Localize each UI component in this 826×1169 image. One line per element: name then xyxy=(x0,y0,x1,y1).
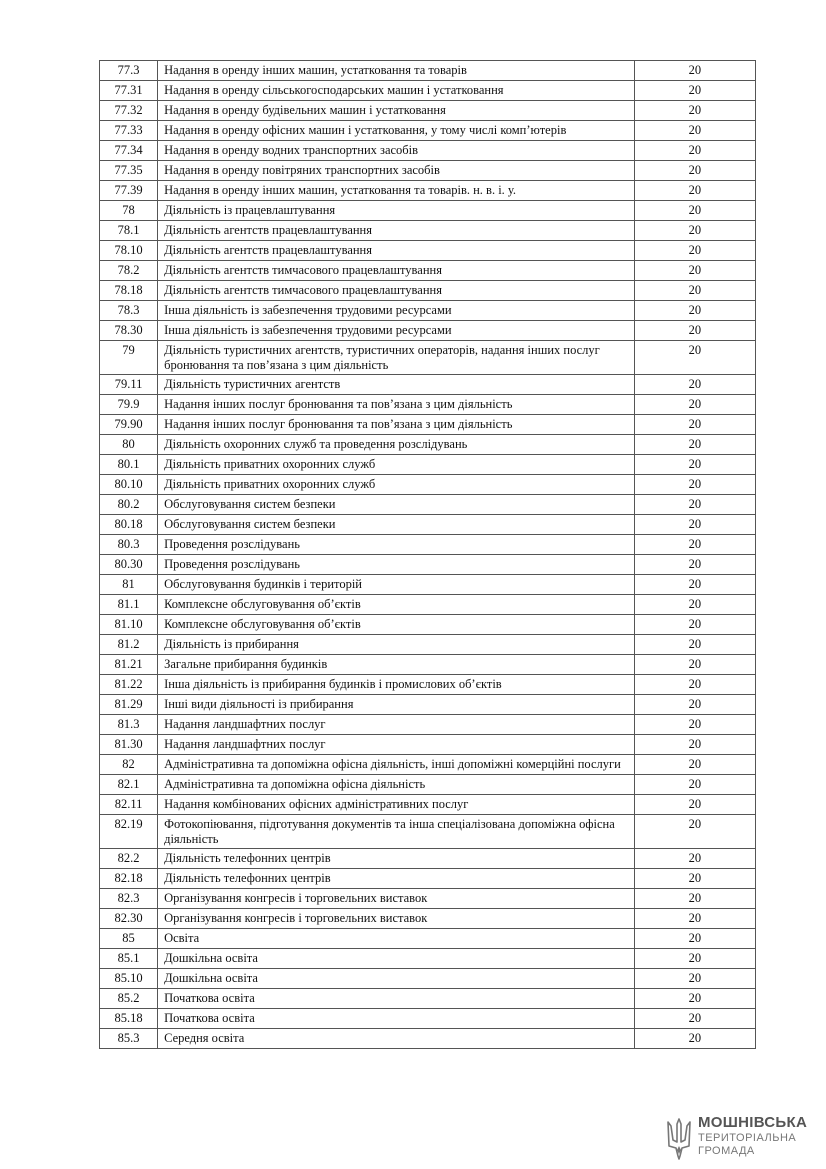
code-cell: 82.1 xyxy=(100,775,158,795)
rate-cell: 20 xyxy=(634,455,755,475)
code-cell: 82.11 xyxy=(100,795,158,815)
rate-cell: 20 xyxy=(634,889,755,909)
code-cell: 81.1 xyxy=(100,595,158,615)
rate-cell: 20 xyxy=(634,201,755,221)
rate-cell: 20 xyxy=(634,375,755,395)
logo-title: МОШНІВСЬКА xyxy=(698,1114,808,1131)
rate-cell: 20 xyxy=(634,161,755,181)
table-row xyxy=(100,909,756,929)
table-row xyxy=(100,101,756,121)
name-cell: Інша діяльність із прибирання будинків і промислових об’єктів xyxy=(158,675,635,695)
rate-cell: 20 xyxy=(634,301,755,321)
rate-cell: 20 xyxy=(634,81,755,101)
table-row xyxy=(100,775,756,795)
code-cell: 79 xyxy=(100,341,158,375)
name-cell: Діяльність приватних охоронних служб xyxy=(158,455,635,475)
code-cell: 78.1 xyxy=(100,221,158,241)
name-cell: Надання ландшафтних послуг xyxy=(158,735,635,755)
rate-cell: 20 xyxy=(634,101,755,121)
rate-cell: 20 xyxy=(634,181,755,201)
code-cell: 77.39 xyxy=(100,181,158,201)
logo-subtitle-line1: ТЕРИТОРІАЛЬНА xyxy=(698,1132,797,1144)
code-cell: 80.1 xyxy=(100,455,158,475)
code-cell: 77.35 xyxy=(100,161,158,181)
name-cell: Адміністративна та допоміжна офісна діяльність xyxy=(158,775,635,795)
rate-cell: 20 xyxy=(634,575,755,595)
rate-cell: 20 xyxy=(634,675,755,695)
name-cell: Адміністративна та допоміжна офісна діяльність, інші допоміжні комерційні послуги xyxy=(158,755,635,775)
table-row xyxy=(100,1029,756,1049)
code-cell: 80 xyxy=(100,435,158,455)
table-row xyxy=(100,635,756,655)
table-row xyxy=(100,241,756,261)
code-cell: 85.3 xyxy=(100,1029,158,1049)
name-cell: Діяльність із прибирання xyxy=(158,635,635,655)
code-cell: 82.2 xyxy=(100,849,158,869)
code-cell: 81.29 xyxy=(100,695,158,715)
rate-cell: 20 xyxy=(634,849,755,869)
rate-cell: 20 xyxy=(634,715,755,735)
table-row xyxy=(100,695,756,715)
table-row xyxy=(100,555,756,575)
name-cell: Надання в оренду інших машин, устатковання та товарів xyxy=(158,61,635,81)
name-cell: Надання ландшафтних послуг xyxy=(158,715,635,735)
rate-cell: 20 xyxy=(634,775,755,795)
name-cell: Дошкільна освіта xyxy=(158,969,635,989)
table-row xyxy=(100,121,756,141)
rate-cell: 20 xyxy=(634,1029,755,1049)
name-cell: Надання в оренду будівельних машин і устатковання xyxy=(158,101,635,121)
code-cell: 82.19 xyxy=(100,815,158,849)
name-cell: Обслуговування систем безпеки xyxy=(158,495,635,515)
table-row xyxy=(100,535,756,555)
rate-cell: 20 xyxy=(634,795,755,815)
rate-cell: 20 xyxy=(634,655,755,675)
name-cell: Діяльність приватних охоронних служб xyxy=(158,475,635,495)
table-row xyxy=(100,929,756,949)
code-cell: 80.3 xyxy=(100,535,158,555)
table-row xyxy=(100,815,756,849)
code-cell: 77.33 xyxy=(100,121,158,141)
table-row xyxy=(100,301,756,321)
code-cell: 81.22 xyxy=(100,675,158,695)
code-cell: 81 xyxy=(100,575,158,595)
name-cell: Організування конгресів і торговельних виставок xyxy=(158,909,635,929)
name-cell: Середня освіта xyxy=(158,1029,635,1049)
code-cell: 79.90 xyxy=(100,415,158,435)
code-cell: 80.10 xyxy=(100,475,158,495)
table-row xyxy=(100,989,756,1009)
name-cell: Діяльність телефонних центрів xyxy=(158,849,635,869)
table-row xyxy=(100,161,756,181)
rate-cell: 20 xyxy=(634,515,755,535)
rate-cell: 20 xyxy=(634,815,755,849)
table-row xyxy=(100,281,756,301)
code-cell: 80.2 xyxy=(100,495,158,515)
rate-cell: 20 xyxy=(634,735,755,755)
table-row xyxy=(100,395,756,415)
code-cell: 79.11 xyxy=(100,375,158,395)
name-cell: Освіта xyxy=(158,929,635,949)
table-row xyxy=(100,81,756,101)
trident-icon xyxy=(665,1116,693,1160)
code-cell: 80.18 xyxy=(100,515,158,535)
rate-cell: 20 xyxy=(634,869,755,889)
name-cell: Надання інших послуг бронювання та пов’язана з цим діяльність xyxy=(158,415,635,435)
name-cell: Надання комбінованих офісних адміністративних послуг xyxy=(158,795,635,815)
rate-cell: 20 xyxy=(634,615,755,635)
code-cell: 77.3 xyxy=(100,61,158,81)
table-row xyxy=(100,375,756,395)
rate-cell: 20 xyxy=(634,261,755,281)
code-cell: 78 xyxy=(100,201,158,221)
code-cell: 79.9 xyxy=(100,395,158,415)
table-row xyxy=(100,261,756,281)
code-cell: 82.3 xyxy=(100,889,158,909)
code-cell: 78.3 xyxy=(100,301,158,321)
code-cell: 82 xyxy=(100,755,158,775)
table-row xyxy=(100,715,756,735)
rate-cell: 20 xyxy=(634,695,755,715)
rate-cell: 20 xyxy=(634,495,755,515)
name-cell: Діяльність телефонних центрів xyxy=(158,869,635,889)
code-cell: 77.34 xyxy=(100,141,158,161)
name-cell: Діяльність із працевлаштування xyxy=(158,201,635,221)
name-cell: Проведення розслідувань xyxy=(158,555,635,575)
code-cell: 85.1 xyxy=(100,949,158,969)
name-cell: Початкова освіта xyxy=(158,989,635,1009)
rate-cell: 20 xyxy=(634,949,755,969)
table-row xyxy=(100,735,756,755)
table-row xyxy=(100,475,756,495)
table-row xyxy=(100,949,756,969)
rate-cell: 20 xyxy=(634,321,755,341)
name-cell: Фотокопіювання, підготування документів та інша спеціалізована допоміжна офісна діяльність xyxy=(158,815,635,849)
rate-cell: 20 xyxy=(634,1009,755,1029)
rate-cell: 20 xyxy=(634,555,755,575)
rate-cell: 20 xyxy=(634,281,755,301)
rate-cell: 20 xyxy=(634,535,755,555)
code-cell: 85.18 xyxy=(100,1009,158,1029)
table-row xyxy=(100,181,756,201)
table-row xyxy=(100,435,756,455)
name-cell: Надання інших послуг бронювання та пов’язана з цим діяльність xyxy=(158,395,635,415)
name-cell: Діяльність туристичних агентств, туристичних операторів, надання інших послуг бронювання та пов’язана з цим діяльність xyxy=(158,341,635,375)
rate-cell: 20 xyxy=(634,341,755,375)
rate-cell: 20 xyxy=(634,61,755,81)
rate-cell: 20 xyxy=(634,595,755,615)
activity-table xyxy=(99,60,756,1049)
table-row xyxy=(100,455,756,475)
name-cell: Обслуговування будинків і територій xyxy=(158,575,635,595)
code-cell: 81.2 xyxy=(100,635,158,655)
code-cell: 85.2 xyxy=(100,989,158,1009)
name-cell: Початкова освіта xyxy=(158,1009,635,1029)
table-row xyxy=(100,615,756,635)
rate-cell: 20 xyxy=(634,121,755,141)
table-row xyxy=(100,755,756,775)
rate-cell: 20 xyxy=(634,395,755,415)
code-cell: 81.3 xyxy=(100,715,158,735)
name-cell: Діяльність агентств тимчасового працевлаштування xyxy=(158,261,635,281)
table-row xyxy=(100,221,756,241)
table-row xyxy=(100,675,756,695)
table-row xyxy=(100,141,756,161)
table-row xyxy=(100,61,756,81)
rate-cell: 20 xyxy=(634,221,755,241)
name-cell: Надання в оренду повітряних транспортних засобів xyxy=(158,161,635,181)
table-body xyxy=(100,61,756,1049)
table-row xyxy=(100,321,756,341)
name-cell: Надання в оренду офісних машин і устатковання, у тому числі комп’ютерів xyxy=(158,121,635,141)
name-cell: Інша діяльність із забезпечення трудовими ресурсами xyxy=(158,321,635,341)
rate-cell: 20 xyxy=(634,241,755,261)
code-cell: 85 xyxy=(100,929,158,949)
rate-cell: 20 xyxy=(634,969,755,989)
name-cell: Дошкільна освіта xyxy=(158,949,635,969)
name-cell: Надання в оренду сільськогосподарських машин і устатковання xyxy=(158,81,635,101)
rate-cell: 20 xyxy=(634,635,755,655)
table-row xyxy=(100,575,756,595)
code-cell: 77.32 xyxy=(100,101,158,121)
code-cell: 85.10 xyxy=(100,969,158,989)
name-cell: Обслуговування систем безпеки xyxy=(158,515,635,535)
name-cell: Діяльність агентств працевлаштування xyxy=(158,221,635,241)
name-cell: Надання в оренду інших машин, устатковання та товарів. н. в. і. у. xyxy=(158,181,635,201)
code-cell: 81.30 xyxy=(100,735,158,755)
name-cell: Комплексне обслуговування об’єктів xyxy=(158,595,635,615)
table-row xyxy=(100,595,756,615)
table-row xyxy=(100,655,756,675)
community-logo xyxy=(665,1114,810,1162)
table-row xyxy=(100,795,756,815)
rate-cell: 20 xyxy=(634,909,755,929)
name-cell: Організування конгресів і торговельних виставок xyxy=(158,889,635,909)
rate-cell: 20 xyxy=(634,989,755,1009)
table-row xyxy=(100,201,756,221)
table-row xyxy=(100,495,756,515)
code-cell: 81.21 xyxy=(100,655,158,675)
name-cell: Діяльність агентств працевлаштування xyxy=(158,241,635,261)
name-cell: Інша діяльність із забезпечення трудовими ресурсами xyxy=(158,301,635,321)
table-row xyxy=(100,415,756,435)
rate-cell: 20 xyxy=(634,141,755,161)
rate-cell: 20 xyxy=(634,755,755,775)
name-cell: Комплексне обслуговування об’єктів xyxy=(158,615,635,635)
rate-cell: 20 xyxy=(634,475,755,495)
table-row xyxy=(100,869,756,889)
table-row xyxy=(100,969,756,989)
code-cell: 78.18 xyxy=(100,281,158,301)
table-row xyxy=(100,515,756,535)
logo-subtitle-line2: ГРОМАДА xyxy=(698,1145,755,1157)
code-cell: 80.30 xyxy=(100,555,158,575)
code-cell: 82.30 xyxy=(100,909,158,929)
table-row xyxy=(100,1009,756,1029)
rate-cell: 20 xyxy=(634,415,755,435)
table-row xyxy=(100,889,756,909)
name-cell: Діяльність агентств тимчасового працевлаштування xyxy=(158,281,635,301)
rate-cell: 20 xyxy=(634,929,755,949)
table-row xyxy=(100,341,756,375)
table-row xyxy=(100,849,756,869)
name-cell: Діяльність туристичних агентств xyxy=(158,375,635,395)
name-cell: Загальне прибирання будинків xyxy=(158,655,635,675)
rate-cell: 20 xyxy=(634,435,755,455)
code-cell: 82.18 xyxy=(100,869,158,889)
code-cell: 78.10 xyxy=(100,241,158,261)
code-cell: 78.30 xyxy=(100,321,158,341)
name-cell: Діяльність охоронних служб та проведення розслідувань xyxy=(158,435,635,455)
code-cell: 78.2 xyxy=(100,261,158,281)
name-cell: Надання в оренду водних транспортних засобів xyxy=(158,141,635,161)
code-cell: 77.31 xyxy=(100,81,158,101)
code-cell: 81.10 xyxy=(100,615,158,635)
name-cell: Проведення розслідувань xyxy=(158,535,635,555)
name-cell: Інші види діяльності із прибирання xyxy=(158,695,635,715)
